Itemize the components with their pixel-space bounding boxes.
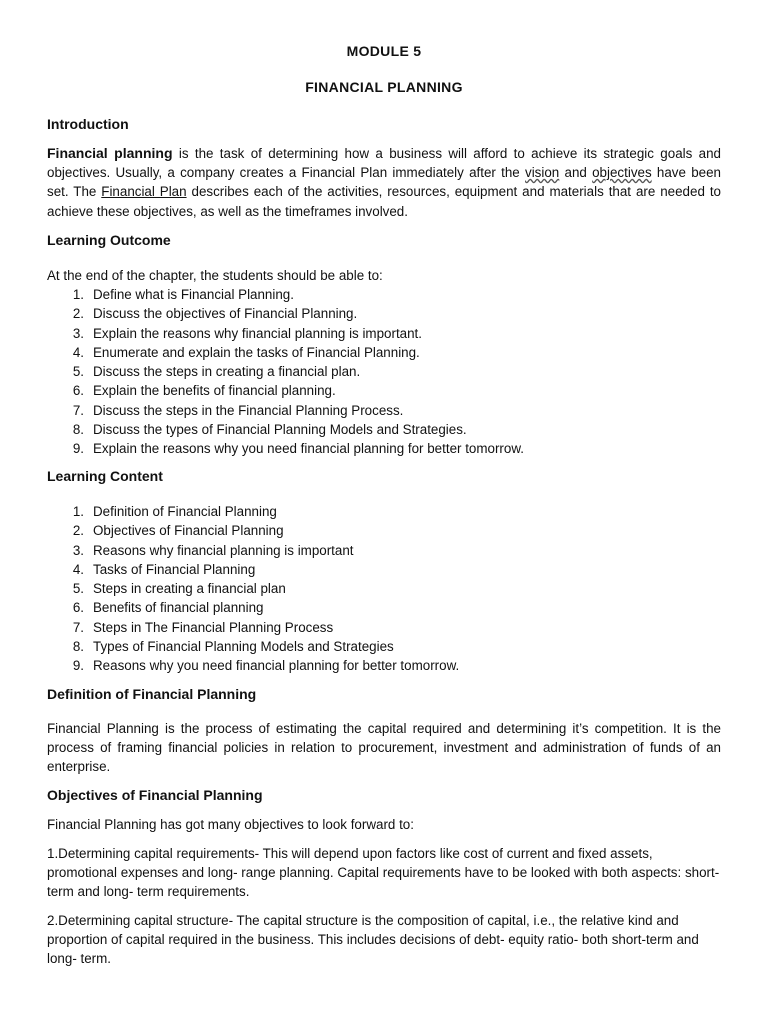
learning-outcome-item [47, 324, 721, 343]
vision-link[interactable]: vision [525, 165, 560, 181]
learning-content-item-text: Steps in The Financial Planning Process [93, 619, 334, 635]
learning-content-item-number: 9. [72, 658, 84, 674]
learning-content-item-number: 5. [72, 581, 84, 597]
learning-outcome-item [47, 381, 721, 400]
learning-outcome-item-text: Define what is Financial Planning. [93, 287, 294, 302]
learning-outcome-item-text: Explain the benefits of financial planning. [93, 383, 336, 399]
learning-content-item [47, 656, 721, 675]
learning-content-item [47, 618, 721, 637]
introduction-heading: Introduction [47, 116, 129, 132]
learning-content-item [47, 502, 721, 521]
definition-paragraph: Financial Planning is the process of estimating the capital required and determining it’s competition. It is the process of framing financial policies in relation to procurement, investment and administration of funds of an enterprise. [47, 721, 721, 775]
learning-content-item [47, 521, 721, 540]
learning-content-item-number: 3. [72, 542, 84, 558]
learning-content-item [47, 598, 721, 617]
learning-outcome-item-text: Discuss the steps in the Financial Planning Process. [93, 402, 404, 418]
learning-content-item [47, 541, 721, 560]
definition-heading: Definition of Financial Planning [47, 686, 257, 702]
learning-outcome-item-text: Explain the reasons why financial planning is important. [93, 325, 422, 341]
learning-outcome-item [47, 362, 721, 381]
objectives-intro: Financial Planning has got many objectives to look forward to: [47, 817, 414, 832]
learning-outcome-item-number: 9. [72, 441, 84, 457]
learning-content-item-text: Types of Financial Planning Models and Strategies [93, 639, 394, 655]
learning-outcome-item [47, 285, 721, 304]
learning-content-item-text: Tasks of Financial Planning [93, 561, 256, 577]
learning-content-heading: Learning Content [47, 468, 163, 484]
introduction-paragraph [47, 144, 721, 221]
module-title: MODULE 5 [346, 43, 422, 59]
learning-outcome-item [47, 439, 721, 458]
learning-content-item-number: 4. [72, 561, 84, 577]
learning-outcome-item-number: 7. [72, 402, 84, 418]
learning-outcome-item-text: Discuss the types of Financial Planning Models and Strategies. [93, 422, 467, 438]
objective-point-1: 1.Determining capital requirements- This will depend upon factors like cost of current and fixed assets, promotional expenses and long- range planning. Capital requirements have to be looked with both aspects: short- term and long- term requirements. [47, 846, 720, 900]
learning-outcome-item [47, 343, 721, 362]
learning-outcome-item [47, 401, 721, 420]
learning-content-item-text: Steps in creating a financial plan [93, 581, 286, 597]
learning-content-item-number: 7. [72, 619, 84, 635]
learning-content-item-number: 8. [72, 639, 84, 655]
learning-outcome-item-text: Discuss the steps in creating a financial plan. [93, 364, 361, 380]
introduction-text-2: have been set. The [47, 165, 721, 200]
learning-outcome-item-text: Enumerate and explain the tasks of Financial Planning. [93, 344, 420, 360]
learning-content-item-text: Objectives of Financial Planning [93, 523, 284, 539]
learning-outcome-item-number: 6. [72, 383, 84, 399]
learning-outcome-heading: Learning Outcome [47, 232, 171, 248]
learning-content-item-text: Reasons why financial planning is important [93, 542, 354, 558]
introduction-text-and: and [559, 165, 593, 181]
objectives-link[interactable]: objectives [592, 165, 652, 181]
introduction-lead: Financial planning [47, 145, 173, 161]
learning-outcome-item [47, 304, 721, 323]
learning-content-item-number: 6. [72, 600, 84, 616]
learning-outcome-item-number: 1. [72, 287, 84, 302]
document-title: FINANCIAL PLANNING [305, 79, 463, 95]
learning-outcome-list [47, 285, 721, 459]
learning-outcome-item-number: 3. [72, 325, 84, 341]
learning-content-item-number: 2. [72, 523, 84, 539]
learning-content-item [47, 579, 721, 598]
financial-plan-link[interactable]: Financial Plan [101, 184, 187, 200]
learning-content-item-number: 1. [72, 504, 84, 519]
learning-outcome-item-number: 5. [72, 364, 84, 380]
learning-content-item [47, 637, 721, 656]
learning-content-list [47, 502, 721, 676]
learning-outcome-item-number: 8. [72, 422, 84, 438]
learning-outcome-item-number: 4. [72, 344, 84, 360]
introduction-text-3: describes each of the activities, resources, equipment and materials that are needed to achieve these objectives, as well as the timeframes involved. [47, 184, 721, 219]
objective-point-2: 2.Determining capital structure- The capital structure is the composition of capital, i.e., the relative kind and proportion of capital required in the business. This includes decisions of debt- equity ratio- both short-term and long- term. [47, 913, 699, 967]
learning-content-item-text: Benefits of financial planning [93, 600, 264, 616]
learning-outcome-item-number: 2. [72, 306, 84, 322]
objectives-heading: Objectives of Financial Planning [47, 787, 263, 803]
learning-outcome-intro: At the end of the chapter, the students should be able to: [47, 268, 383, 283]
learning-outcome-item-text: Discuss the objectives of Financial Planning. [93, 306, 358, 322]
learning-content-item-text: Definition of Financial Planning [93, 504, 277, 519]
introduction-text-1: is the task of determining how a business will afford to achieve its strategic goals and objectives. Usually, a company creates a Financial Plan immediately after the [47, 146, 721, 181]
learning-content-item-text: Reasons why you need financial planning for better tomorrow. [93, 658, 460, 674]
learning-outcome-item-text: Explain the reasons why you need financial planning for better tomorrow. [93, 441, 524, 457]
learning-content-item [47, 560, 721, 579]
learning-outcome-item [47, 420, 721, 439]
